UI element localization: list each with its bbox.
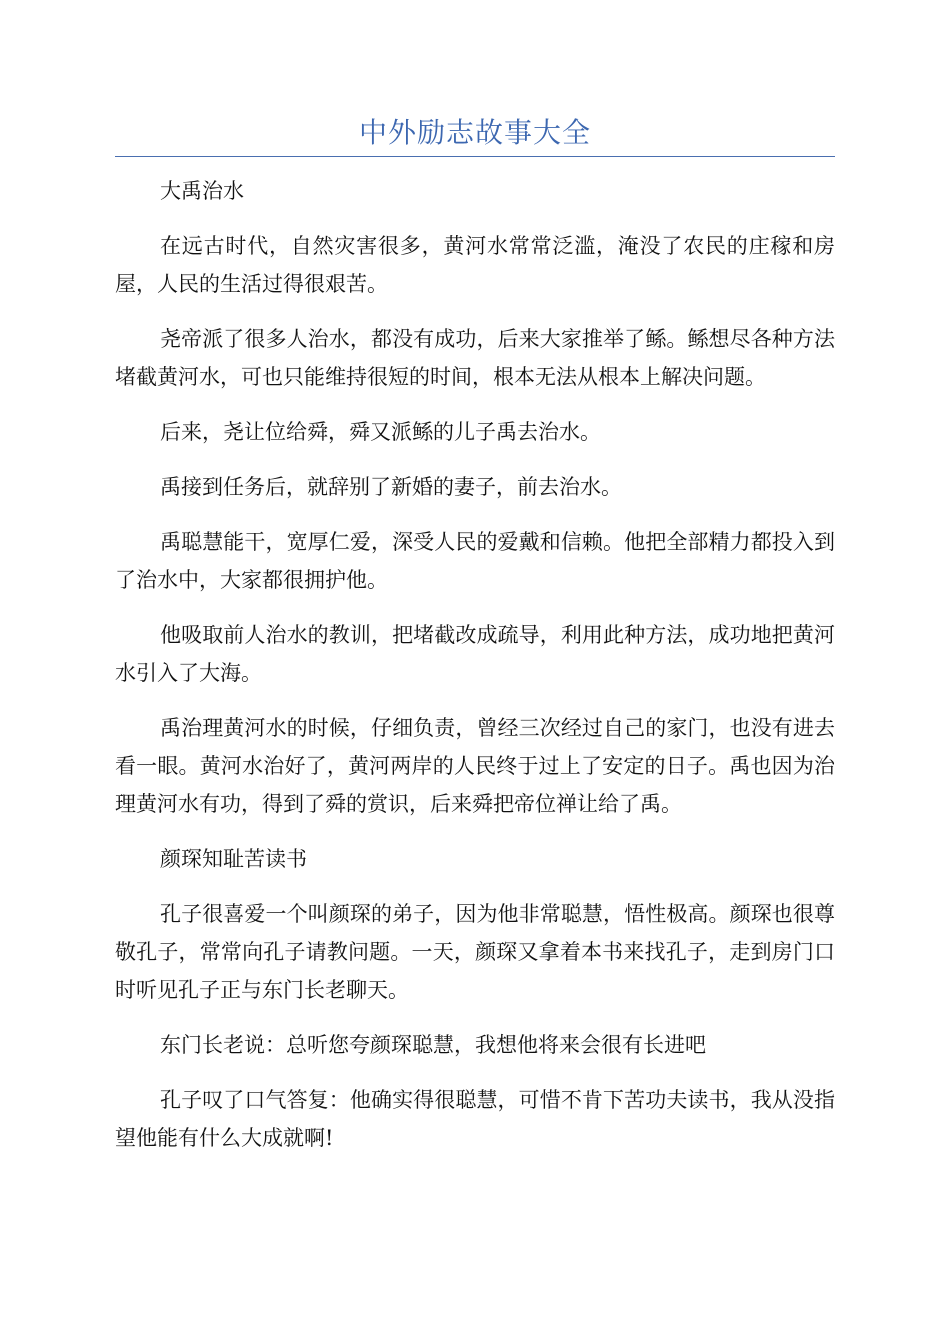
paragraph: 东门长老说：总听您夸颜琛聪慧，我想他将来会很有长进吧 <box>160 1033 706 1057</box>
paragraph: 尧帝派了很多人治水，都没有成功，后来大家推举了鲧。鲧想尽各种方法堵截黄河水，可也只能维持很短的时间，根本无法从根本上解决问题。 <box>115 327 835 389</box>
paragraph: 禹治理黄河水的时候，仔细负责，曾经三次经过自己的家门，也没有进去看一眼。黄河水治好了，黄河两岸的人民终于过上了安定的日子。禹也因为治理黄河水有功，得到了舜的赏识，后来舜把帝位禅让给了禹。 <box>115 716 835 816</box>
paragraph: 禹接到任务后，就辞别了新婚的妻子，前去治水。 <box>160 475 622 499</box>
paragraph: 禹聪慧能干，宽厚仁爱，深受人民的爱戴和信赖。他把全部精力都投入到了治水中，大家都很拥护他。 <box>115 530 835 592</box>
paragraph: 在远古时代，自然灾害很多，黄河水常常泛滥，淹没了农民的庄稼和房屋，人民的生活过得很艰苦。 <box>115 234 835 296</box>
section-heading-yanchen: 颜琛知耻苦读书 <box>160 847 307 871</box>
paragraph: 孔子很喜爱一个叫颜琛的弟子，因为他非常聪慧，悟性极高。颜琛也很尊敬孔子，常常向孔子请教问题。一天，颜琛又拿着本书来找孔子，走到房门口时听见孔子正与东门长老聊天。 <box>115 902 835 1002</box>
paragraph: 孔子叹了口气答复：他确实得很聪慧，可惜不肯下苦功夫读书，我从没指望他能有什么大成就啊! <box>115 1088 835 1150</box>
document-body <box>115 172 835 1174</box>
document-title: 中外励志故事大全 <box>358 116 591 149</box>
section-heading-dayu: 大禹治水 <box>160 179 244 203</box>
title-block <box>115 110 835 157</box>
paragraph: 后来，尧让位给舜，舜又派鲧的儿子禹去治水。 <box>160 420 601 444</box>
paragraph: 他吸取前人治水的教训，把堵截改成疏导，利用此种方法，成功地把黄河水引入了大海。 <box>115 623 835 685</box>
